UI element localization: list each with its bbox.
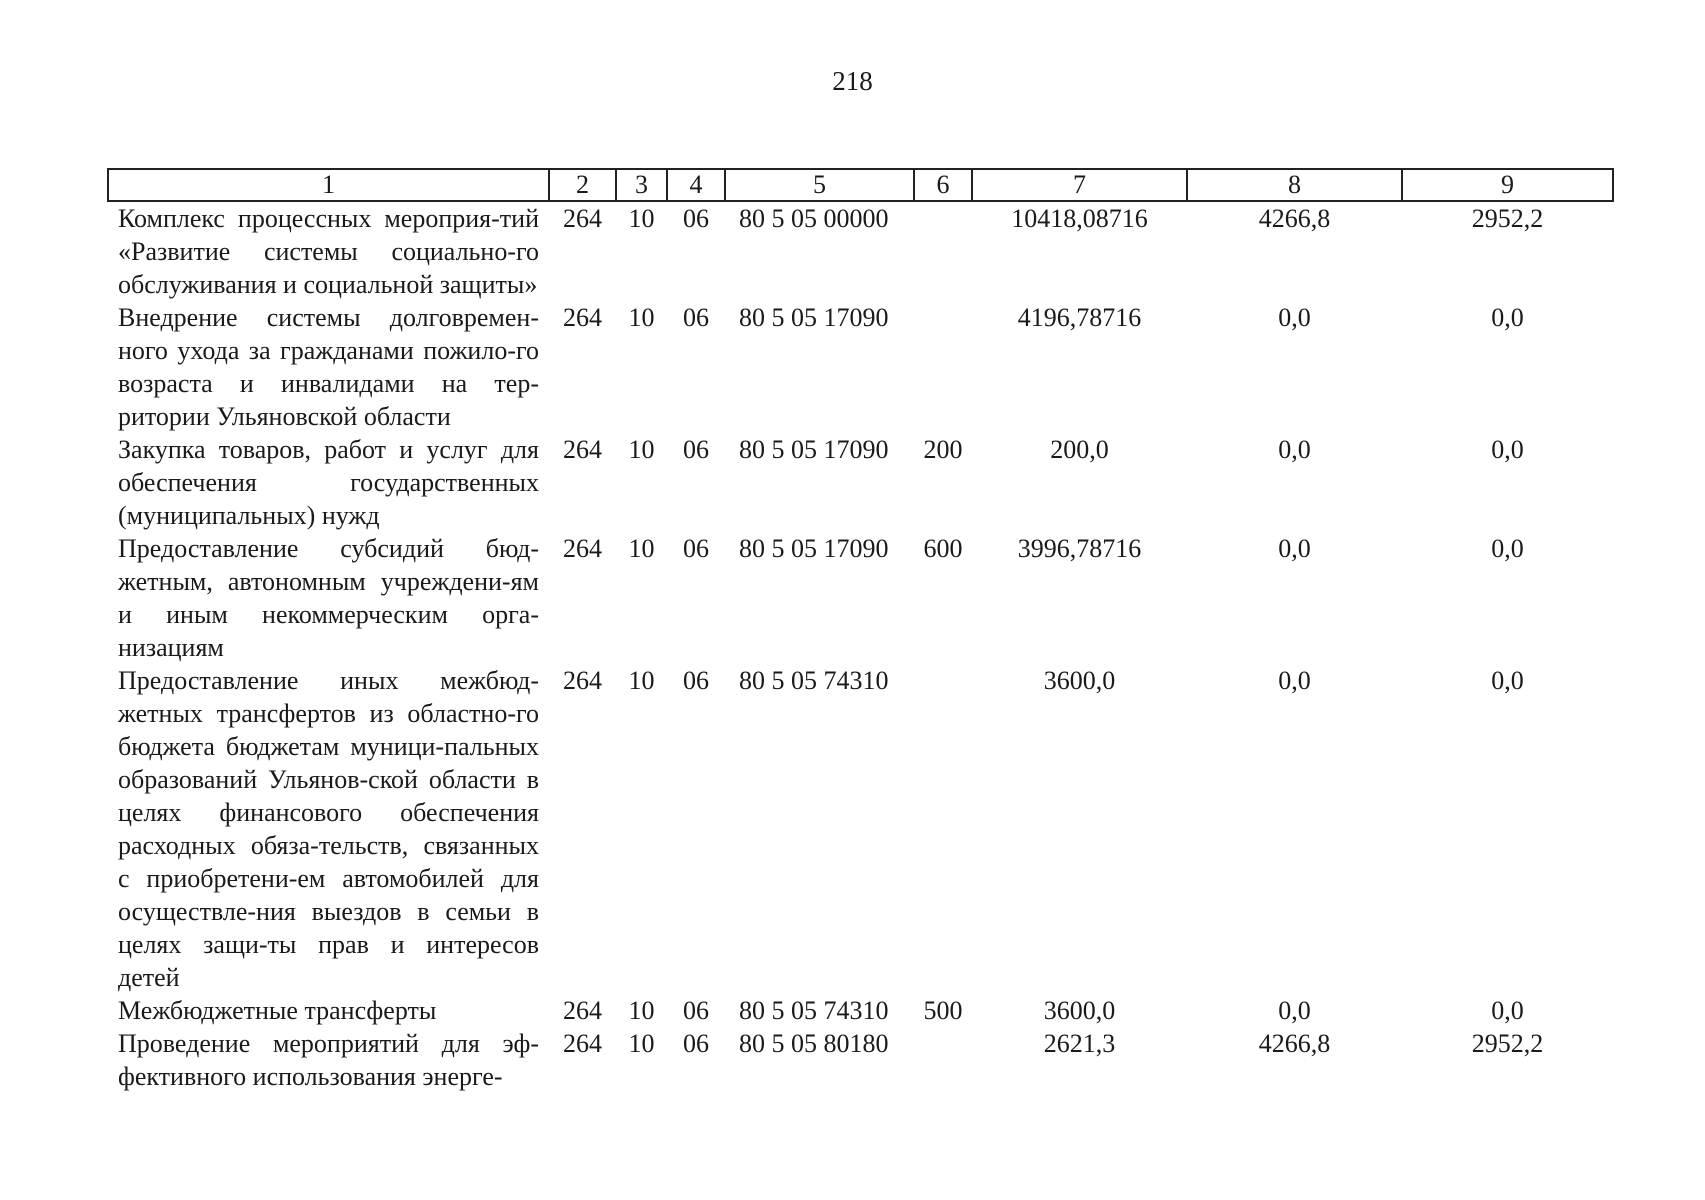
cell-amount-7: 200,0: [1050, 435, 1109, 464]
cell-amount-8: 0,0: [1278, 435, 1311, 464]
column-header-8: 8: [1187, 169, 1402, 201]
cell-section: 10: [628, 204, 655, 233]
cell-amount-8: 4266,8: [1258, 1029, 1331, 1058]
cell-target-article: 80 5 05 17090: [739, 534, 889, 563]
cell-target-article: 80 5 05 74310: [739, 996, 889, 1025]
column-header-1: 1: [108, 169, 549, 201]
column-header-4: 4: [667, 169, 725, 201]
cell-target-article: 80 5 05 74310: [739, 666, 889, 695]
column-header-3: 3: [616, 169, 667, 201]
cell-ministry-code: 264: [563, 534, 602, 563]
cell-amount-7: 3600,0: [1043, 666, 1116, 695]
row-name: Внедрение системы долговремен-ного ухода за гражданами пожило-го возраста и инвалидами на тер-ритории Ульяновской области: [118, 303, 539, 431]
cell-target-article: 80 5 05 17090: [739, 435, 889, 464]
cell-expense-type: 600: [923, 534, 963, 563]
cell-subsection: 06: [683, 303, 709, 332]
cell-expense-type: 200: [923, 435, 963, 464]
page-number: 218: [832, 66, 873, 96]
cell-amount-9: 0,0: [1491, 996, 1524, 1025]
cell-subsection: 06: [683, 666, 709, 695]
column-header-7: 7: [972, 169, 1187, 201]
cell-ministry-code: 264: [563, 204, 602, 233]
cell-expense-type: [914, 1027, 972, 1093]
cell-amount-8: 0,0: [1278, 996, 1311, 1025]
cell-target-article: 80 5 05 00000: [739, 204, 889, 233]
cell-target-article: 80 5 05 80180: [739, 1029, 889, 1058]
cell-subsection: 06: [683, 996, 709, 1025]
cell-ministry-code: 264: [563, 303, 602, 332]
cell-amount-9: 0,0: [1491, 303, 1524, 332]
cell-amount-9: 0,0: [1491, 435, 1524, 464]
column-header-2: 2: [549, 169, 616, 201]
column-header-6: 6: [914, 169, 972, 201]
cell-amount-7: 4196,78716: [1017, 303, 1142, 332]
table-row: [108, 301, 1613, 433]
cell-amount-7: 10418,08716: [1011, 204, 1148, 233]
cell-amount-9: 0,0: [1491, 534, 1524, 563]
cell-expense-type: 500: [923, 996, 963, 1025]
row-name: Предоставление иных межбюд-жетных трансфертов из областно-го бюджета бюджетам муници-пальных образований Ульянов-ской области в целях финансового обеспечения расходных обяза-тельств, связанных с приобретени-ем автомобилей для осуществле-ния выездов в семьи в целях защи-ты прав и интересов детей: [118, 666, 539, 992]
cell-subsection: 06: [683, 534, 709, 563]
budget-table: [107, 168, 1614, 1093]
cell-subsection: 06: [683, 204, 709, 233]
cell-subsection: 06: [683, 435, 709, 464]
cell-expense-type: [914, 301, 972, 433]
cell-section: 10: [628, 534, 655, 563]
cell-ministry-code: 264: [563, 435, 602, 464]
table-row: [108, 994, 1613, 1027]
cell-ministry-code: 264: [563, 996, 602, 1025]
cell-amount-8: 0,0: [1278, 303, 1311, 332]
cell-amount-9: 2952,2: [1471, 1029, 1544, 1058]
cell-amount-9: 0,0: [1491, 666, 1524, 695]
table-row: [108, 201, 1613, 301]
row-name: Комплекс процессных мероприя-тий «Развитие системы социально-го обслуживания и социальной защиты»: [118, 204, 539, 299]
row-name: Проведение мероприятий для эф-фективного использования энерге-: [118, 1029, 539, 1091]
cell-amount-8: 0,0: [1278, 666, 1311, 695]
cell-amount-8: 0,0: [1278, 534, 1311, 563]
cell-amount-8: 4266,8: [1258, 204, 1331, 233]
table-header-row: [108, 169, 1613, 201]
cell-amount-7: 3996,78716: [1017, 534, 1142, 563]
cell-amount-7: 2621,3: [1043, 1029, 1116, 1058]
table-row: [108, 433, 1613, 532]
table-row: [108, 1027, 1613, 1093]
cell-section: 10: [628, 1029, 655, 1058]
cell-ministry-code: 264: [563, 1029, 602, 1058]
cell-ministry-code: 264: [563, 666, 602, 695]
cell-target-article: 80 5 05 17090: [739, 303, 889, 332]
cell-section: 10: [628, 996, 655, 1025]
cell-amount-9: 2952,2: [1471, 204, 1544, 233]
cell-expense-type: [914, 664, 972, 994]
cell-section: 10: [628, 435, 655, 464]
cell-subsection: 06: [683, 1029, 709, 1058]
budget-table-container: [107, 168, 1612, 1093]
row-name: Закупка товаров, работ и услуг для обеспечения государственных (муниципальных) нужд: [118, 435, 539, 530]
cell-section: 10: [628, 666, 655, 695]
column-header-9: 9: [1402, 169, 1613, 201]
cell-section: 10: [628, 303, 655, 332]
cell-expense-type: [914, 201, 972, 301]
table-row: [108, 532, 1613, 664]
cell-amount-7: 3600,0: [1043, 996, 1116, 1025]
table-row: [108, 664, 1613, 994]
row-name: Предоставление субсидий бюд-жетным, автономным учреждени-ям и иным некоммерческим орга-низациям: [118, 534, 539, 662]
column-header-5: 5: [725, 169, 914, 201]
row-name: Межбюджетные трансферты: [118, 996, 437, 1025]
